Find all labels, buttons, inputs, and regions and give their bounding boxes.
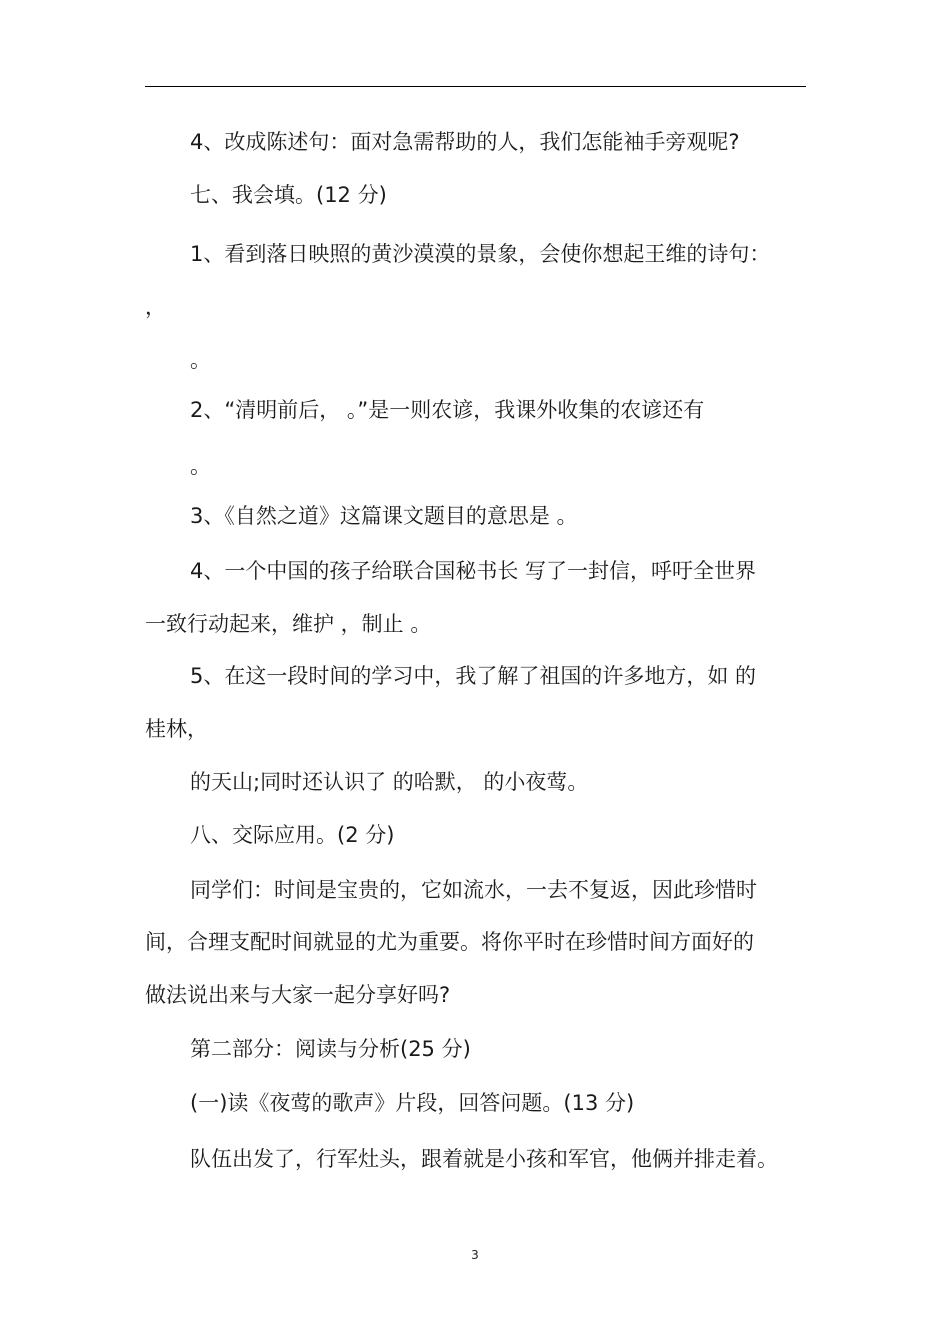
section-heading: (一)读《夜莺的歌声》片段，回答问题。(13 分) <box>190 1091 635 1115</box>
header-rule <box>145 86 806 87</box>
text-line: 的天山;同时还认识了 的哈默， 的小夜莺。 <box>190 770 589 794</box>
text-line: 做法说出来与大家一起分享好吗? <box>145 983 451 1007</box>
text-line: 一致行动起来，维护 ，制止 。 <box>145 612 432 636</box>
text-line: 5、在这一段时间的学习中，我了解了祖国的许多地方，如 的 <box>190 664 757 688</box>
text-line: ， <box>145 295 166 319</box>
text-line: 。 <box>190 348 211 372</box>
text-line: 间，合理支配时间就显的尤为重要。将你平时在珍惜时间方面好的 <box>145 930 754 954</box>
page-number: 3 <box>471 1248 479 1262</box>
text-line: 。 <box>190 454 211 478</box>
section-heading: 第二部分：阅读与分析(25 分) <box>190 1037 471 1061</box>
text-line: 2、“清明前后， 。”是一则农谚，我课外收集的农谚还有 <box>190 398 705 422</box>
text-line: 同学们：时间是宝贵的，它如流水，一去不复返，因此珍惜时 <box>190 878 757 902</box>
text-line: 4、改成陈述句：面对急需帮助的人，我们怎能袖手旁观呢? <box>190 130 740 154</box>
text-line: 队伍出发了，行军灶头，跟着就是小孩和军官，他俩并排走着。 <box>190 1147 778 1171</box>
text-line: 3、《自然之道》这篇课文题目的意思是 。 <box>190 504 578 528</box>
section-heading: 八、交际应用。(2 分) <box>190 823 395 847</box>
text-line: 4、一个中国的孩子给联合国秘书长 写了一封信，呼吁全世界 <box>190 559 757 583</box>
text-line: 1、看到落日映照的黄沙漠漠的景象，会使你想起王维的诗句： <box>190 242 771 266</box>
text-line: 桂林， <box>145 717 208 741</box>
section-heading: 七、我会填。(12 分) <box>190 183 387 207</box>
